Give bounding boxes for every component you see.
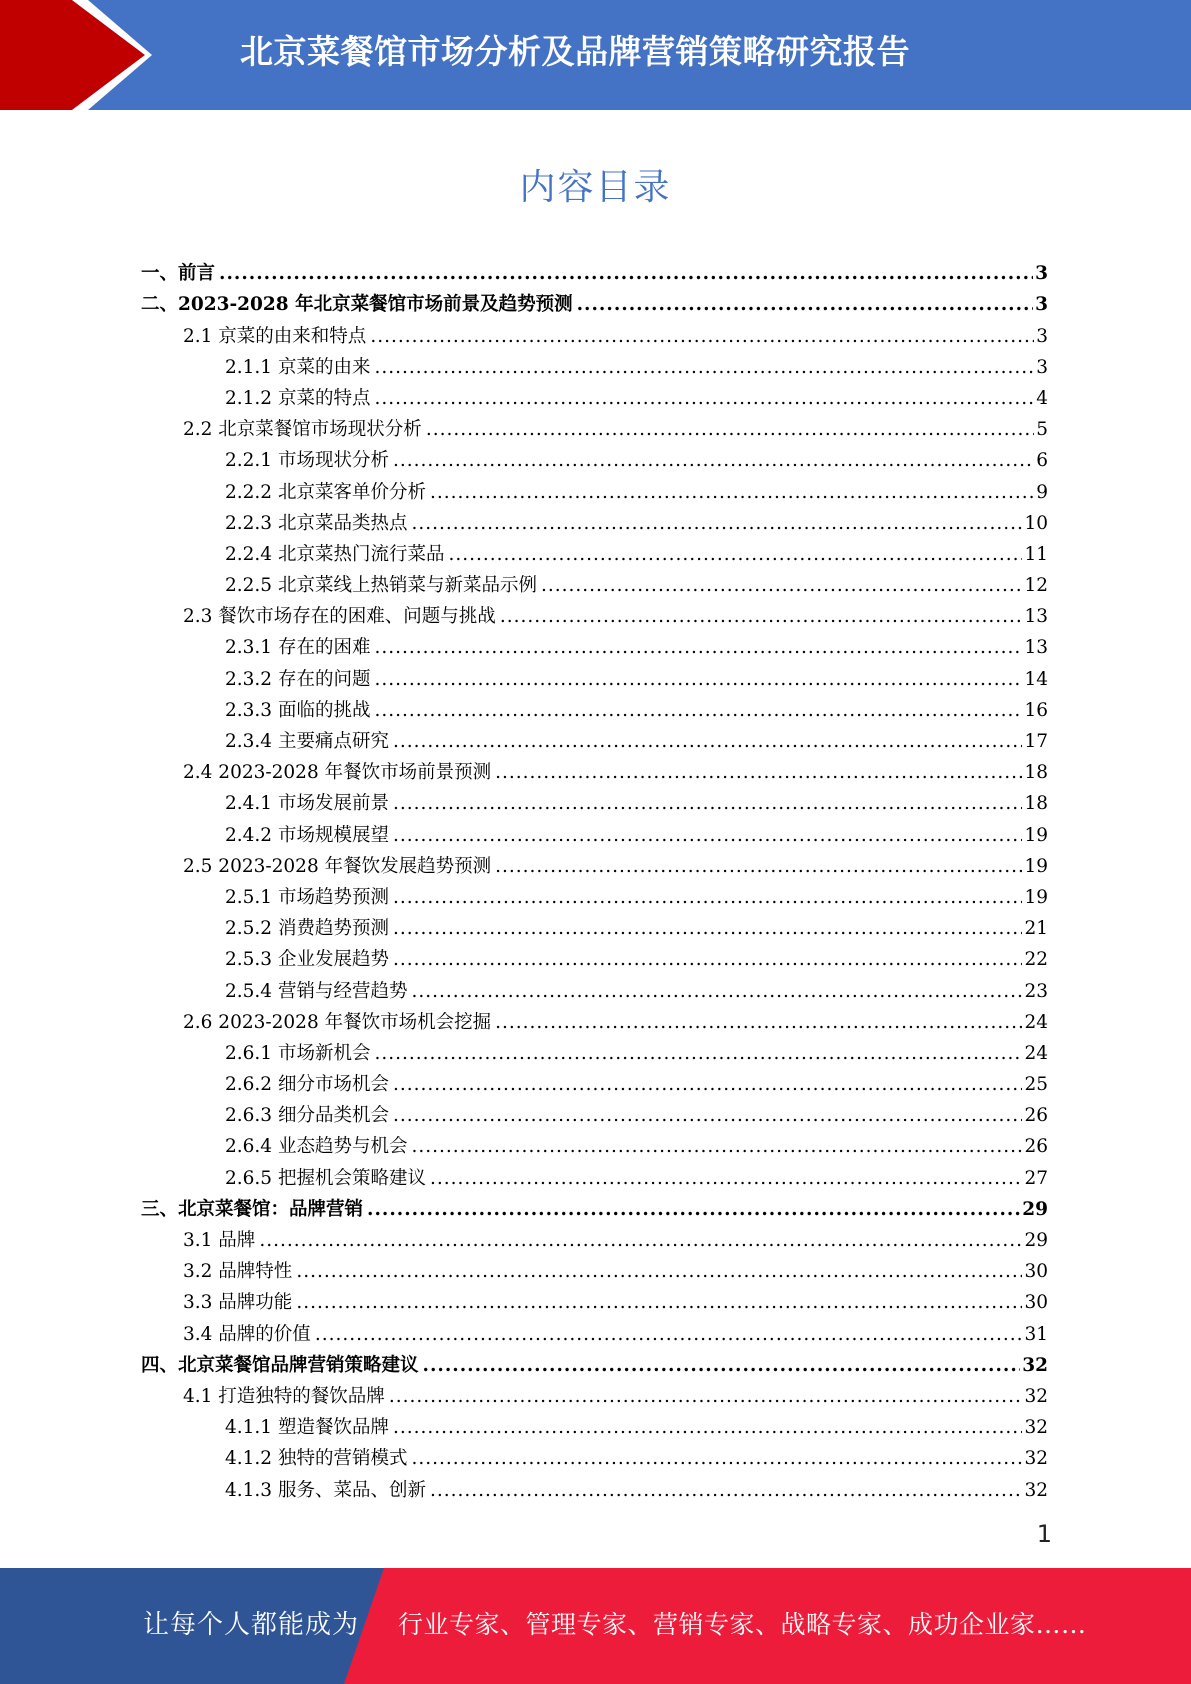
toc-entry[interactable] (0, 1096, 1191, 1127)
toc-dot-leader (393, 1417, 1022, 1439)
toc-entry[interactable] (0, 254, 1191, 285)
toc-entry[interactable] (0, 1127, 1191, 1158)
toc-dot-leader (393, 825, 1022, 847)
toc-dot-leader (296, 1292, 1022, 1314)
toc-dot-leader (411, 1448, 1022, 1470)
toc-entry[interactable] (0, 1190, 1191, 1221)
toc-entry-page: 24 (1024, 1042, 1048, 1064)
toc-entry-page: 19 (1024, 855, 1048, 877)
toc-entry-label: 4.1.3 服务、菜品、创新 (225, 1479, 426, 1501)
toc-entry-page: 12 (1024, 575, 1048, 597)
toc-dot-leader (393, 793, 1022, 815)
toc-entry-label: 4.1 打造独特的餐饮品牌 (183, 1385, 385, 1407)
toc-entry-label: 2.2 北京菜餐馆市场现状分析 (183, 419, 422, 441)
toc-entry-label: 2.6.5 把握机会策略建议 (225, 1167, 426, 1189)
table-of-contents (0, 254, 1191, 1502)
toc-entry-page: 18 (1024, 762, 1048, 784)
toc-entry[interactable] (0, 1439, 1191, 1470)
toc-dot-leader (577, 294, 1034, 316)
toc-entry-label: 2.5 2023-2028 年餐饮发展趋势预测 (183, 855, 492, 877)
toc-entry-page: 17 (1024, 731, 1048, 752)
toc-dot-leader (430, 482, 1034, 504)
toc-entry[interactable] (0, 1252, 1191, 1283)
toc-dot-leader (393, 918, 1022, 940)
toc-entry-page: 3 (1035, 263, 1048, 285)
toc-entry[interactable] (0, 691, 1191, 722)
toc-dot-leader (259, 1230, 1022, 1252)
toc-entry[interactable] (0, 971, 1191, 1002)
toc-entry[interactable] (0, 878, 1191, 909)
toc-entry[interactable] (0, 1221, 1191, 1252)
toc-entry-page: 5 (1036, 419, 1048, 441)
toc-entry[interactable] (0, 1314, 1191, 1345)
report-header (0, 0, 1191, 110)
toc-dot-leader (393, 949, 1022, 971)
toc-entry[interactable] (0, 1377, 1191, 1408)
toc-entry-page: 4 (1036, 387, 1048, 409)
toc-entry-label: 2.2.3 北京菜品类热点 (225, 512, 408, 534)
toc-entry[interactable] (0, 909, 1191, 940)
toc-entry-page: 29 (1024, 1230, 1048, 1251)
toc-entry[interactable] (0, 1470, 1191, 1501)
toc-entry[interactable] (0, 1346, 1191, 1377)
toc-entry-label: 3.4 品牌的价值 (183, 1323, 311, 1345)
toc-entry-page: 3 (1035, 294, 1048, 316)
toc-entry-label: 2.4.1 市场发展前景 (225, 793, 389, 815)
toc-entry-page: 23 (1024, 980, 1048, 1002)
toc-dot-leader (374, 637, 1022, 659)
toc-dot-leader (374, 388, 1034, 410)
toc-dot-leader (374, 669, 1022, 691)
toc-dot-leader (495, 762, 1022, 784)
toc-dot-leader (541, 575, 1022, 597)
toc-entry-label: 2.6 2023-2028 年餐饮市场机会挖掘 (183, 1011, 492, 1033)
toc-entry-page: 32 (1024, 1417, 1048, 1439)
toc-entry-label: 四、北京菜餐馆品牌营销策略建议 (141, 1354, 419, 1376)
toc-entry[interactable] (0, 348, 1191, 379)
toc-entry[interactable] (0, 1003, 1191, 1034)
toc-entry[interactable] (0, 1408, 1191, 1439)
toc-entry[interactable] (0, 597, 1191, 628)
toc-entry-page: 31 (1024, 1323, 1048, 1345)
toc-dot-leader (495, 1012, 1022, 1034)
toc-entry-page: 24 (1024, 1011, 1048, 1033)
toc-entry-label: 2.5.3 企业发展趋势 (225, 949, 389, 971)
toc-dot-leader (370, 326, 1034, 348)
toc-dot-leader (374, 357, 1034, 379)
toc-entry-label: 2.1.2 京菜的特点 (225, 387, 371, 409)
toc-entry-label: 2.6.3 细分品类机会 (225, 1105, 389, 1127)
toc-entry-page: 26 (1024, 1105, 1048, 1127)
toc-dot-leader (367, 1199, 1020, 1221)
toc-entry-label: 3.3 品牌功能 (183, 1292, 293, 1314)
toc-dot-leader (315, 1324, 1023, 1346)
toc-entry-label: 2.5.1 市场趋势预测 (225, 886, 389, 908)
toc-dot-leader (393, 450, 1034, 472)
toc-dot-leader (393, 887, 1022, 909)
toc-entry-label: 2.3.2 存在的问题 (225, 668, 371, 690)
toc-entry[interactable] (0, 659, 1191, 690)
toc-entry-page: 13 (1024, 637, 1048, 659)
toc-dot-leader (393, 731, 1022, 753)
toc-entry[interactable] (0, 1034, 1191, 1065)
toc-entry[interactable] (0, 316, 1191, 347)
toc-entry-label: 2.2.5 北京菜线上热销菜与新菜品示例 (225, 575, 537, 597)
footer-slogan-left: 让每个人都能成为 (143, 1610, 360, 1640)
toc-entry[interactable] (0, 441, 1191, 472)
toc-entry[interactable] (0, 504, 1191, 535)
toc-entry[interactable] (0, 535, 1191, 566)
toc-entry-page: 19 (1024, 824, 1048, 846)
toc-entry[interactable] (0, 847, 1191, 878)
toc-dot-leader (430, 1480, 1022, 1502)
toc-dot-leader (374, 1043, 1022, 1065)
toc-dot-leader (423, 1355, 1021, 1377)
toc-entry[interactable] (0, 472, 1191, 503)
toc-dot-leader (495, 856, 1022, 878)
toc-entry[interactable] (0, 410, 1191, 441)
report-title: 北京菜餐馆市场分析及品牌营销策略研究报告 (240, 32, 910, 71)
toc-entry-page: 30 (1024, 1261, 1048, 1283)
toc-dot-leader (411, 513, 1022, 535)
toc-dot-leader (411, 981, 1022, 1003)
toc-dot-leader (296, 1261, 1022, 1283)
toc-entry-page: 13 (1024, 606, 1048, 628)
toc-entry-label: 一、前言 (141, 263, 216, 285)
page-number: 1 (1036, 1520, 1052, 1548)
toc-entry[interactable] (0, 379, 1191, 410)
toc-dot-leader (448, 544, 1022, 566)
toc-entry-page: 30 (1024, 1292, 1048, 1314)
toc-entry[interactable] (0, 753, 1191, 784)
toc-entry-page: 6 (1036, 450, 1048, 472)
toc-entry-page: 32 (1024, 1385, 1048, 1407)
toc-entry-label: 三、北京菜餐馆：品牌营销 (141, 1198, 364, 1220)
toc-entry-label: 2.5.2 消费趋势预测 (225, 918, 389, 940)
toc-entry[interactable] (0, 285, 1191, 316)
toc-entry[interactable] (0, 1065, 1191, 1096)
toc-entry-label: 4.1.1 塑造餐饮品牌 (225, 1417, 389, 1439)
toc-dot-leader (389, 1386, 1023, 1408)
toc-dot-leader (393, 1105, 1022, 1127)
toc-entry-label: 4.1.2 独特的营销模式 (225, 1448, 408, 1470)
toc-entry[interactable] (0, 1283, 1191, 1314)
toc-entry-label: 2.6.1 市场新机会 (225, 1042, 371, 1064)
footer-slogan-right: 行业专家、管理专家、营销专家、战略专家、成功企业家…… (398, 1610, 1087, 1639)
toc-entry-label: 2.4 2023-2028 年餐饮市场前景预测 (183, 762, 492, 784)
toc-entry[interactable] (0, 628, 1191, 659)
toc-entry-page: 21 (1024, 918, 1048, 940)
toc-entry-label: 2.1.1 京菜的由来 (225, 356, 371, 378)
toc-entry-label: 2.6.2 细分市场机会 (225, 1074, 389, 1096)
toc-entry-page: 10 (1024, 512, 1048, 534)
toc-entry-label: 2.3.3 面临的挑战 (225, 699, 371, 721)
toc-entry-label: 2.1 京菜的由来和特点 (183, 325, 367, 347)
report-footer (0, 1568, 1191, 1684)
toc-entry-label: 二、2023-2028 年北京菜餐馆市场前景及趋势预测 (141, 294, 573, 316)
toc-entry-label: 2.3 餐饮市场存在的困难、问题与挑战 (183, 606, 496, 628)
toc-entry[interactable] (0, 815, 1191, 846)
toc-entry-label: 3.2 品牌特性 (183, 1261, 293, 1283)
toc-dot-leader (393, 1074, 1022, 1096)
toc-entry[interactable] (0, 566, 1191, 597)
toc-entry[interactable] (0, 1158, 1191, 1189)
toc-dot-leader (411, 1136, 1022, 1158)
toc-entry-page: 32 (1022, 1354, 1048, 1376)
toc-entry-page: 3 (1036, 325, 1048, 347)
toc-entry[interactable] (0, 784, 1191, 815)
toc-entry-page: 22 (1024, 949, 1048, 971)
toc-entry-page: 27 (1024, 1167, 1048, 1189)
toc-entry-label: 2.3.1 存在的困难 (225, 637, 371, 659)
toc-entry[interactable] (0, 940, 1191, 971)
toc-entry-page: 32 (1024, 1479, 1048, 1501)
toc-entry-page: 18 (1024, 793, 1048, 815)
toc-entry[interactable] (0, 722, 1191, 753)
toc-entry-label: 2.2.1 市场现状分析 (225, 450, 389, 472)
toc-entry-label: 2.2.4 北京菜热门流行菜品 (225, 543, 445, 565)
toc-entry-page: 16 (1024, 699, 1048, 721)
toc-entry-page: 26 (1024, 1136, 1048, 1158)
toc-dot-leader (430, 1168, 1022, 1190)
toc-entry-label: 2.6.4 业态趋势与机会 (225, 1136, 408, 1158)
toc-entry-page: 25 (1024, 1074, 1048, 1096)
toc-dot-leader (426, 419, 1034, 441)
toc-entry-label: 2.3.4 主要痛点研究 (225, 731, 389, 752)
toc-entry-label: 3.1 品牌 (183, 1230, 256, 1251)
toc-entry-page: 14 (1024, 668, 1048, 690)
toc-entry-label: 2.2.2 北京菜客单价分析 (225, 481, 426, 503)
toc-heading: 内容目录 (519, 167, 672, 208)
toc-entry-label: 2.4.2 市场规模展望 (225, 824, 389, 846)
toc-entry-page: 29 (1022, 1198, 1048, 1220)
toc-dot-leader (374, 700, 1022, 722)
toc-entry-page: 9 (1036, 481, 1048, 503)
toc-entry-label: 2.5.4 营销与经营趋势 (225, 980, 408, 1002)
toc-dot-leader (219, 263, 1033, 285)
toc-entry-page: 32 (1024, 1448, 1048, 1470)
toc-dot-leader (500, 606, 1023, 628)
toc-entry-page: 11 (1024, 543, 1048, 565)
toc-entry-page: 3 (1036, 356, 1048, 378)
toc-entry-page: 19 (1024, 886, 1048, 908)
